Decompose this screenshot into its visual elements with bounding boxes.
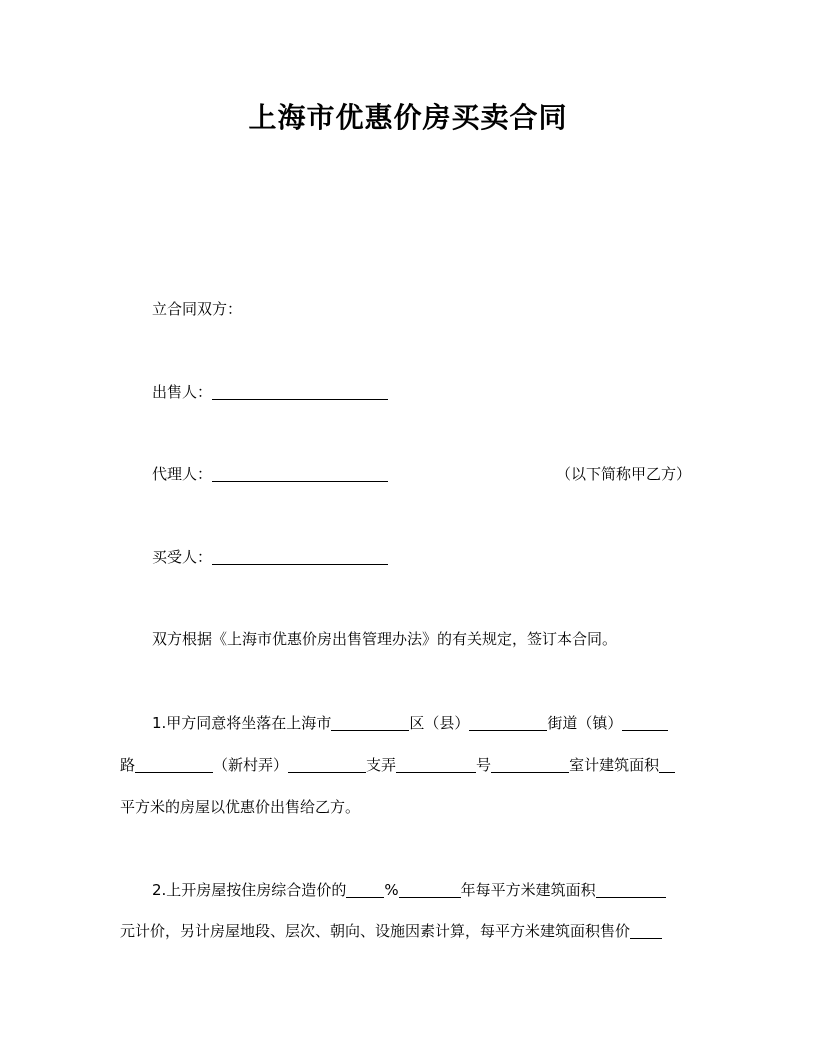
clause1-text-5: （新村弄） <box>213 756 289 774</box>
preamble: 双方根据《上海市优惠价房出售管理办法》的有关规定，签订本合同。 <box>152 630 618 648</box>
buyer-blank <box>212 548 388 565</box>
clause1-text-6: 支弄 <box>366 756 397 774</box>
clause2-percent: % <box>384 881 399 899</box>
unit-price-blank <box>596 881 666 898</box>
branch-lane-blank <box>288 756 366 773</box>
clause2-line2 <box>120 920 662 942</box>
document-title: 上海市优惠价房买卖合同 <box>248 101 568 134</box>
clause1-text-3: 街道（镇） <box>547 714 623 732</box>
clause1-text-7: 号 <box>476 756 492 774</box>
clause1-text-8: 室计建筑面积 <box>569 756 660 774</box>
room-blank <box>491 756 569 773</box>
seller-line <box>152 381 388 403</box>
abbreviation-note: （以下简称甲乙方） <box>556 465 692 483</box>
clause2-text-1: 2.上开房屋按住房综合造价的 <box>152 881 347 899</box>
number-blank <box>396 756 476 773</box>
seller-blank <box>212 383 388 400</box>
buyer-line <box>152 546 388 568</box>
parties-intro: 立合同双方： <box>152 300 243 318</box>
sale-price-blank <box>630 922 662 939</box>
clause2-text-3: 年每平方米建筑面积 <box>460 881 596 899</box>
clause1-line2 <box>120 754 675 776</box>
clause1-text-1: 1.甲方同意将坐落在上海市 <box>152 714 332 732</box>
lane-blank <box>135 756 213 773</box>
agent-line <box>152 463 388 485</box>
seller-label: 出售人： <box>152 383 213 401</box>
agent-blank <box>212 465 388 482</box>
agent-label: 代理人： <box>152 465 213 483</box>
district-blank <box>331 714 409 731</box>
clause1-line3: 平方米的房屋以优惠价出售给乙方。 <box>120 798 361 816</box>
year-blank <box>399 881 461 898</box>
street-blank <box>469 714 547 731</box>
clause1-text-4: 路 <box>120 756 136 774</box>
percent-blank <box>346 881 384 898</box>
clause1-line1 <box>152 712 668 734</box>
area-blank <box>659 756 675 773</box>
clause2-line1 <box>152 879 666 901</box>
clause2-text-4: 元计价，另计房屋地段、层次、朝向、设施因素计算，每平方米建筑面积售价 <box>120 922 631 940</box>
road-blank <box>622 714 668 731</box>
clause1-text-2: 区（县） <box>409 714 470 732</box>
buyer-label: 买受人： <box>152 548 213 566</box>
